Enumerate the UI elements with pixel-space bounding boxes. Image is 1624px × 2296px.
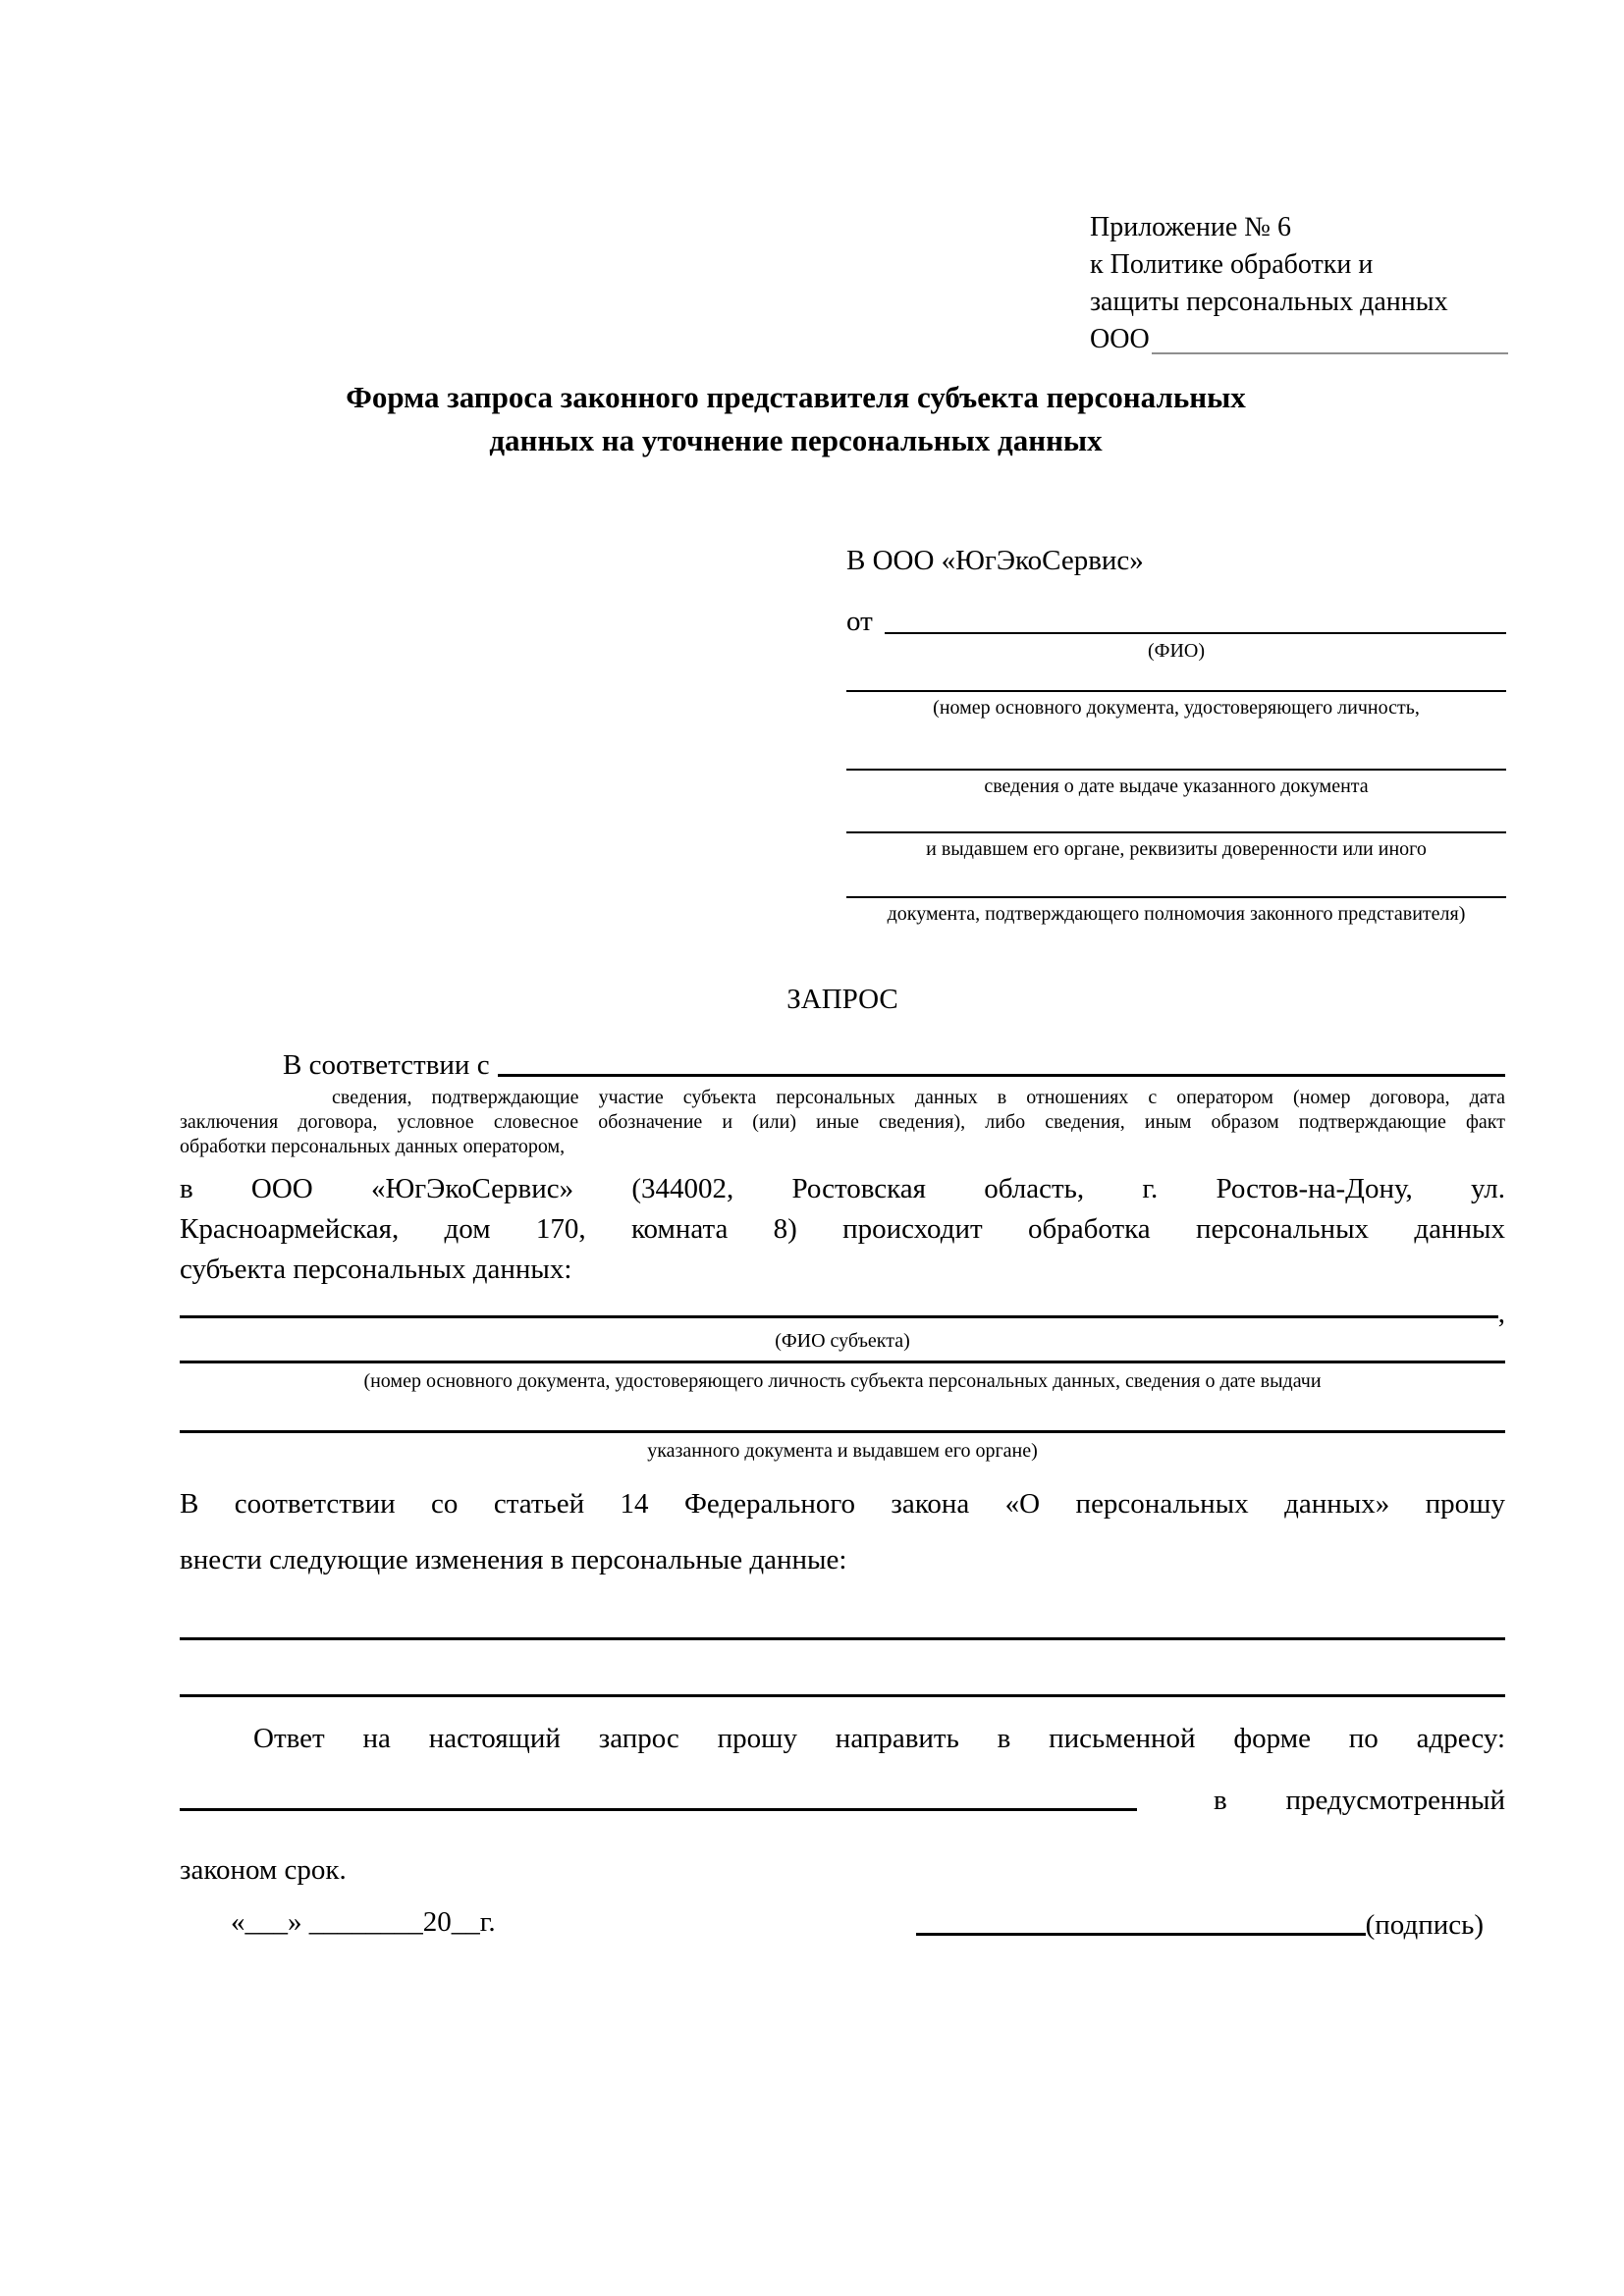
reply-address-blank-line <box>180 1808 1137 1811</box>
appendix-company-row <box>1090 321 1508 358</box>
basis-row <box>180 1042 1505 1082</box>
signature-caption: (подпись) <box>1365 1909 1484 1941</box>
representative-doc-blank-line <box>846 831 1506 833</box>
request-heading: ЗАПРОС <box>786 984 898 1015</box>
date-signature-row <box>180 1896 1505 1942</box>
appendix-block <box>1090 209 1508 358</box>
basis-footnote-line-3: обработки персональных данных оператором, <box>180 1136 566 1157</box>
subject-fio-row <box>180 1290 1505 1329</box>
subject-fio-blank-line <box>180 1315 1498 1318</box>
company-prefix: ООО <box>1090 324 1150 354</box>
representative-doc-caption-4: документа, подтверждающего полномочия законного представителя) <box>887 903 1466 925</box>
reply-address-row <box>180 1774 1505 1817</box>
representative-doc-blank-line <box>846 769 1506 771</box>
representative-name-blank-line <box>885 632 1506 634</box>
from-row <box>846 600 1506 639</box>
operator-paragraph-line-1: в ООО «ЮгЭкоСервис» (344002, Ростовская область, г. Ростов-на-Дону, ул. <box>180 1173 1505 1204</box>
amendment-paragraph <box>180 1476 1505 1588</box>
changes-blank-line-2 <box>180 1694 1505 1697</box>
form-title-line-2: данных на уточнение персональных данных <box>489 423 1103 457</box>
form-title-line-1: Форма запроса законного представителя субъекта персональных <box>346 380 1246 414</box>
operator-paragraph-line-2: Красноармейская, дом 170, комната 8) происходит обработка персональных данных <box>180 1213 1505 1245</box>
signature-group <box>916 1909 1484 1942</box>
basis-footnote-line-1: сведения, подтверждающие участие субъекта персональных данных в отношениях с оператором (номер договора, дата <box>332 1087 1505 1108</box>
operator-paragraph <box>180 1169 1505 1290</box>
representative-doc-blank-line <box>846 896 1506 898</box>
company-name-blank-line <box>1152 352 1508 354</box>
signature-blank-line <box>916 1933 1366 1936</box>
subject-doc-blank-line <box>180 1361 1505 1363</box>
reply-tail-word-1: в <box>1214 1785 1227 1816</box>
basis-blank-line <box>498 1074 1505 1077</box>
changes-blank-line-1 <box>180 1637 1505 1640</box>
addressee-block <box>846 543 1506 926</box>
subject-doc-caption-2: указанного документа и выдавшем его органе) <box>647 1440 1038 1462</box>
operator-paragraph-line-3: субъекта персональных данных: <box>180 1254 572 1285</box>
appendix-line-1: Приложение № 6 <box>1090 212 1291 242</box>
request-body <box>180 982 1505 1888</box>
basis-footnote-line-2: заключения договора, условное словесное обозначение и (или) иные сведения), либо сведения, иным образом подтверждающие факт <box>180 1111 1505 1133</box>
fio-caption: (ФИО) <box>1147 640 1205 662</box>
reply-closing: законом срок. <box>180 1854 347 1886</box>
appendix-line-2: к Политике обработки и <box>1090 249 1374 280</box>
amendment-paragraph-line-2: внести следующие изменения в персональные данные: <box>180 1544 847 1575</box>
subject-fio-caption: (ФИО субъекта) <box>775 1330 910 1352</box>
reply-tail-word-2: предусмотренный <box>1285 1785 1505 1816</box>
basis-footnote <box>180 1086 1505 1159</box>
subject-fio-comma: , <box>1497 1298 1505 1329</box>
from-label: от <box>846 606 873 637</box>
date-template: «___» ________20__г. <box>231 1906 496 1938</box>
addressee-company: В ООО «ЮгЭкоСервис» <box>846 545 1144 576</box>
appendix-line-3: защиты персональных данных <box>1090 287 1448 317</box>
representative-doc-caption-3: и выдавшем его органе, реквизиты доверенности или иного <box>926 838 1427 860</box>
representative-doc-blank-line <box>846 690 1506 692</box>
reply-paragraph: Ответ на настоящий запрос прошу направить в письменной форме по адресу: <box>253 1723 1505 1754</box>
form-title <box>185 376 1407 462</box>
subject-doc-blank-line <box>180 1430 1505 1433</box>
representative-doc-caption-2: сведения о дате выдаче указанного документа <box>984 775 1369 797</box>
basis-label: В соответствии с <box>283 1049 490 1081</box>
representative-doc-caption-1: (номер основного документа, удостоверяющего личность, <box>933 697 1420 719</box>
subject-doc-caption-1: (номер основного документа, удостоверяющего личность субъекта персональных данных, сведения о дате выдачи <box>363 1370 1322 1392</box>
amendment-paragraph-line-1: В соответствии со статьей 14 Федерального закона «О персональных данных» прошу <box>180 1488 1505 1520</box>
